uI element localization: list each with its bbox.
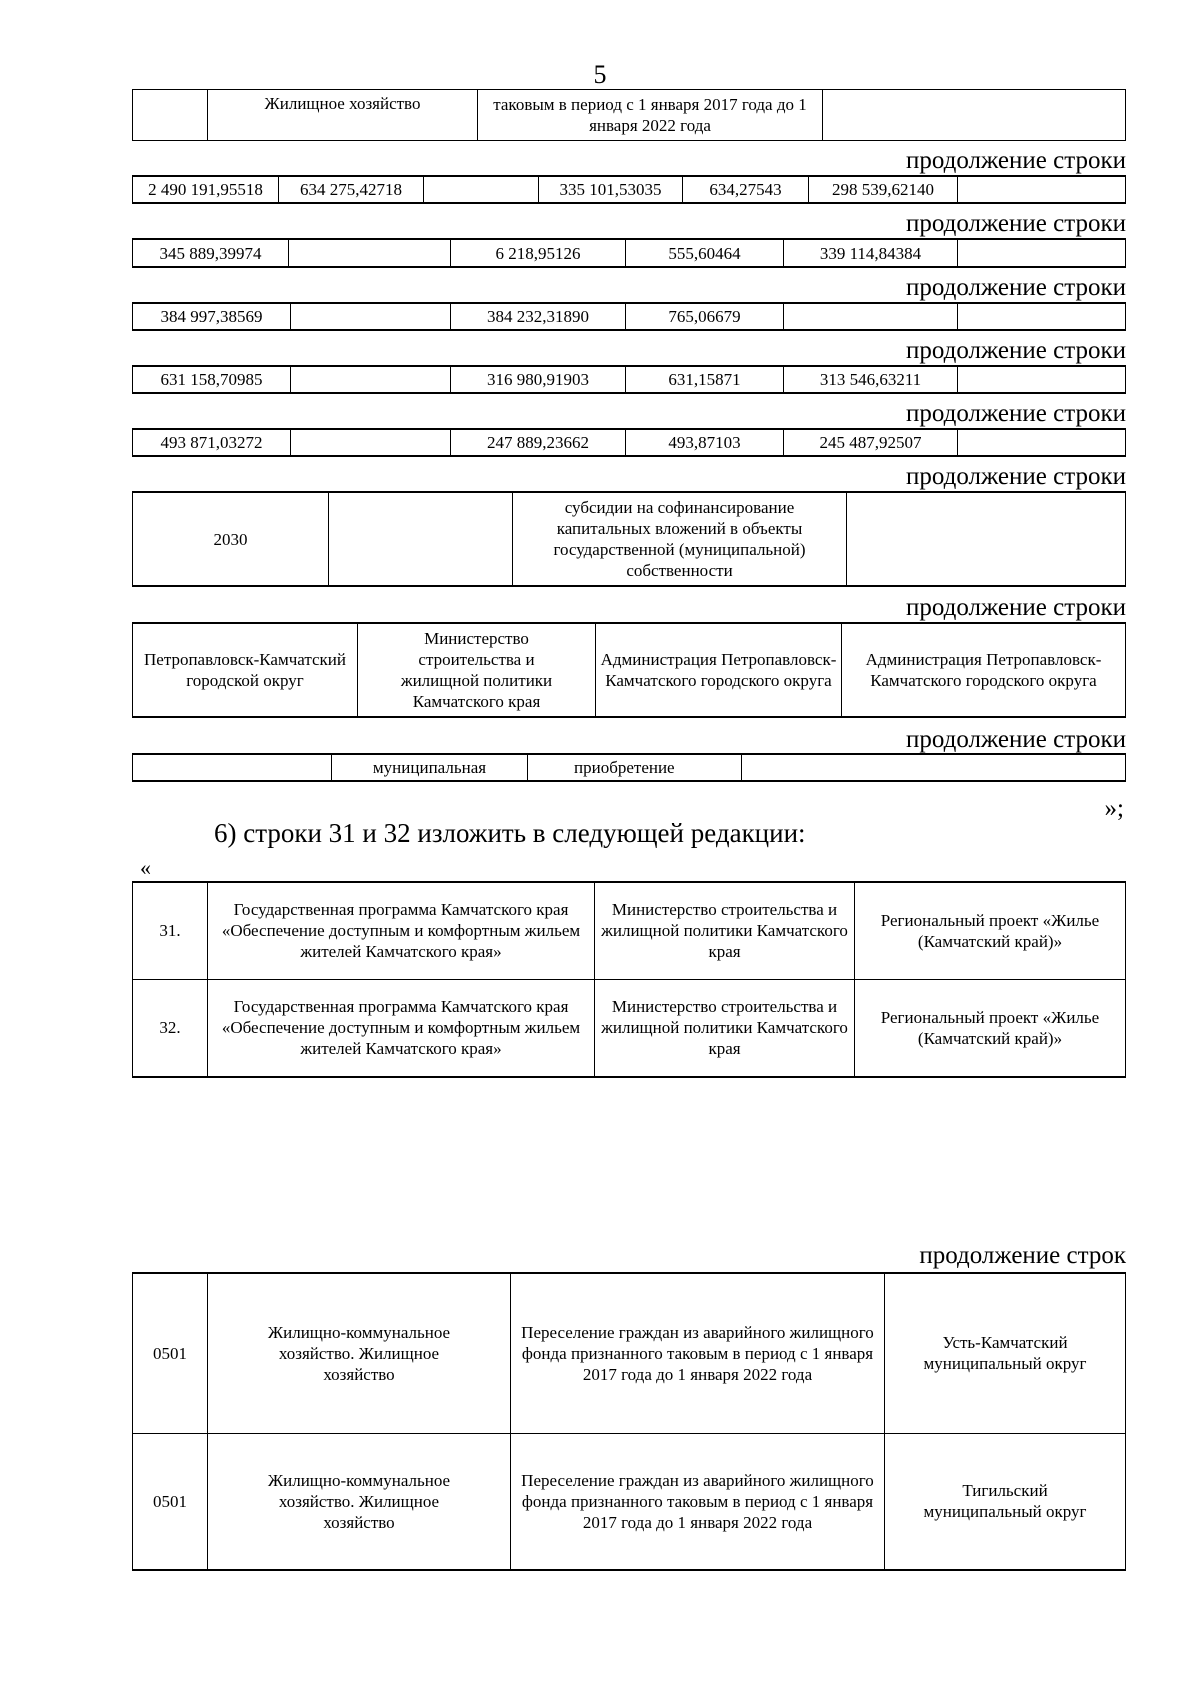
cell-amount: 765,06679 <box>626 303 784 330</box>
cell-amount <box>958 239 1126 267</box>
cell-period: таковым в период с 1 января 2017 года до 1 января 2022 года <box>478 90 823 141</box>
cell-budget-code: 0501 <box>133 1433 208 1570</box>
section-heading: 6) строки 31 и 32 изложить в следующей редакции: <box>214 818 806 848</box>
table-row <box>133 979 1126 1077</box>
cell-ownership: муниципальная <box>332 754 528 781</box>
cell-purpose: Переселение граждан из аварийного жилищного фонда признанного таковым в период с 1 января 2017 года до 1 января 2022 года <box>511 1433 885 1570</box>
cell-amount: 316 980,91903 <box>451 366 626 393</box>
closing-quote: »; <box>1104 795 1124 822</box>
cell-amount: 6 218,95126 <box>451 239 626 267</box>
cell-acquisition: приобретение <box>528 754 742 781</box>
table-row <box>133 303 1126 330</box>
table-row <box>133 239 1126 267</box>
cell-ministry: Министерство строительства и жилищной политики Камчатского края <box>595 979 855 1077</box>
cell-project: Региональный проект «Жилье (Камчатский край)» <box>855 979 1126 1077</box>
cell-empty <box>742 754 1126 781</box>
cell-amount <box>958 176 1126 203</box>
continuation-label: продолжение строк <box>919 1242 1126 1269</box>
table-row <box>133 492 1126 586</box>
table-programs <box>132 881 1126 1078</box>
table-amounts-1 <box>132 175 1126 204</box>
cell-empty <box>133 90 208 141</box>
cell-district: Тигильский муниципальный округ <box>885 1433 1126 1570</box>
table-amounts-5 <box>132 428 1126 457</box>
continuation-label: продолжение строки <box>905 147 1126 174</box>
cell-amount: 335 101,53035 <box>539 176 683 203</box>
cell-amount <box>958 366 1126 393</box>
cell-amount <box>289 239 451 267</box>
cell-amount: 631,15871 <box>626 366 784 393</box>
table-row <box>133 366 1126 393</box>
table-year <box>132 491 1126 587</box>
table-ownership <box>132 753 1126 782</box>
cell-amount <box>958 303 1126 330</box>
cell-amount: 631 158,70985 <box>133 366 291 393</box>
table-row <box>133 1433 1126 1570</box>
cell-amount: 247 889,23662 <box>451 429 626 456</box>
cell-amount <box>784 303 958 330</box>
cell-amount <box>291 366 451 393</box>
continuation-label: продолжение строки <box>905 274 1126 301</box>
cell-municipality: Петропавловск-Камчатский городской округ <box>133 623 358 717</box>
cell-district: Усть-Камчатский муниципальный округ <box>885 1273 1126 1433</box>
table-resettlement <box>132 1272 1126 1571</box>
cell-amount: 245 487,92507 <box>784 429 958 456</box>
cell-subsidy-type: субсидии на софинансирование капитальных вложений в объекты государственной (муниципальной) собственности <box>513 492 847 586</box>
cell-program: Государственная программа Камчатского края «Обеспечение доступным и комфортным жильем жителей Камчатского края» <box>208 882 595 979</box>
cell-amount: 298 539,62140 <box>809 176 958 203</box>
table-row <box>133 623 1126 717</box>
continuation-label: продолжение строки <box>905 594 1126 621</box>
continuation-label: продолжение строки <box>905 400 1126 427</box>
cell-program: Государственная программа Камчатского края «Обеспечение доступным и комфортным жильем жителей Камчатского края» <box>208 979 595 1077</box>
cell-amount: 345 889,39974 <box>133 239 289 267</box>
cell-amount: 493,87103 <box>626 429 784 456</box>
cell-amount <box>424 176 539 203</box>
cell-empty <box>823 90 1126 141</box>
cell-sector: Жилищное хозяйство <box>208 90 478 141</box>
cell-amount: 634 275,42718 <box>279 176 424 203</box>
opening-quote: « <box>140 855 151 880</box>
table-row <box>133 90 1126 141</box>
cell-amount <box>291 429 451 456</box>
cell-sector: Жилищно-коммунальное хозяйство. Жилищное хозяйство <box>208 1273 511 1433</box>
cell-row-number: 31. <box>133 882 208 979</box>
page-number: 5 <box>593 60 607 89</box>
cell-amount: 634,27543 <box>683 176 809 203</box>
cell-amount <box>291 303 451 330</box>
cell-empty <box>133 754 332 781</box>
cell-ministry: Министерство строительства и жилищной политики Камчатского края <box>358 623 596 717</box>
cell-administration: Администрация Петропавловск-Камчатского городского округа <box>596 623 842 717</box>
cell-amount <box>958 429 1126 456</box>
cell-amount: 313 546,63211 <box>784 366 958 393</box>
table-row <box>133 754 1126 781</box>
cell-amount: 555,60464 <box>626 239 784 267</box>
cell-purpose: Переселение граждан из аварийного жилищного фонда признанного таковым в период с 1 января 2017 года до 1 января 2022 года <box>511 1273 885 1433</box>
table-housing-fragment <box>132 89 1126 141</box>
table-amounts-3 <box>132 302 1126 331</box>
cell-budget-code: 0501 <box>133 1273 208 1433</box>
cell-row-number: 32. <box>133 979 208 1077</box>
cell-ministry: Министерство строительства и жилищной политики Камчатского края <box>595 882 855 979</box>
table-amounts-2 <box>132 238 1126 268</box>
continuation-label: продолжение строки <box>905 726 1126 753</box>
table-row <box>133 1273 1126 1433</box>
cell-empty <box>329 492 513 586</box>
cell-amount: 493 871,03272 <box>133 429 291 456</box>
cell-sector: Жилищно-коммунальное хозяйство. Жилищное хозяйство <box>208 1433 511 1570</box>
cell-amount: 2 490 191,95518 <box>133 176 279 203</box>
table-row <box>133 176 1126 203</box>
table-amounts-4 <box>132 365 1126 394</box>
table-organizations <box>132 622 1126 718</box>
cell-administration: Администрация Петропавловск-Камчатского городского округа <box>842 623 1126 717</box>
table-row <box>133 429 1126 456</box>
continuation-label: продолжение строки <box>905 337 1126 364</box>
cell-project: Региональный проект «Жилье (Камчатский край)» <box>855 882 1126 979</box>
continuation-label: продолжение строки <box>905 463 1126 490</box>
continuation-label: продолжение строки <box>905 210 1126 237</box>
cell-year: 2030 <box>133 492 329 586</box>
cell-amount: 384 997,38569 <box>133 303 291 330</box>
cell-amount: 339 114,84384 <box>784 239 958 267</box>
table-row <box>133 882 1126 979</box>
cell-amount: 384 232,31890 <box>451 303 626 330</box>
cell-empty <box>847 492 1126 586</box>
